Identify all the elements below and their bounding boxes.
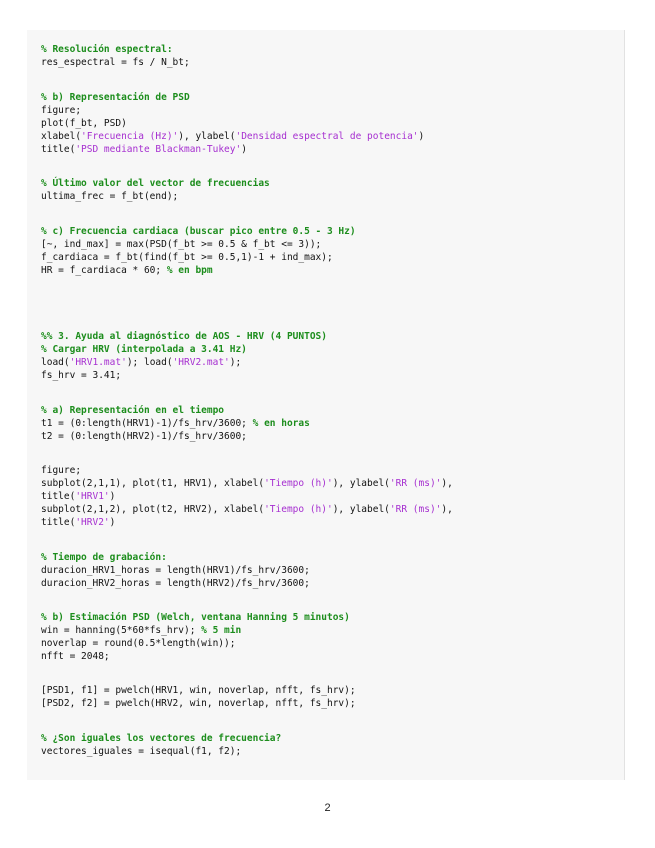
code-string: 'Tiempo (h)': [264, 504, 333, 515]
code-text: ), ylabel(: [178, 131, 236, 142]
code-line: [41, 57, 190, 68]
code-text: [PSD1, f1] = pwelch(HRV1, win, noverlap, nfft, fs_hrv);: [41, 685, 356, 696]
code-text: ): [109, 517, 116, 528]
code-text: xlabel(: [41, 131, 82, 142]
code-line: [41, 504, 453, 515]
code-text: title(: [41, 144, 76, 155]
code-string: 'Tiempo (h)': [264, 478, 333, 489]
code-line: [41, 685, 356, 696]
code-line: [41, 565, 310, 576]
page-number: 2: [324, 802, 331, 814]
code-line: [41, 625, 241, 636]
code-comment: % b) Estimación PSD (Welch, ventana Hanning 5 minutos): [41, 612, 350, 623]
code-line: [41, 465, 81, 476]
code-line: [41, 517, 115, 528]
code-line: [41, 178, 270, 189]
code-text: noverlap = round(0.5*length(win));: [41, 638, 236, 649]
code-text: ): [241, 144, 247, 155]
code-line: [41, 638, 235, 649]
code-line: [41, 105, 81, 116]
code-text: HR = f_cardiaca * 60;: [41, 265, 167, 276]
code-line: [41, 370, 121, 381]
code-line: [41, 252, 333, 263]
code-line: [41, 226, 356, 237]
code-text: ),: [441, 478, 453, 489]
code-line: [41, 144, 247, 155]
code-line: [41, 344, 247, 355]
code-line: [41, 746, 241, 757]
code-text: [PSD2, f2] = pwelch(HRV2, win, noverlap, nfft, fs_hrv);: [41, 698, 356, 709]
code-string: 'RR (ms)': [389, 504, 442, 515]
code-text: ): [418, 131, 425, 142]
code-line: [41, 612, 350, 623]
code-line: [41, 265, 213, 276]
code-text: ); load(: [126, 357, 173, 368]
code-text: t2 = (0:length(HRV2)-1)/fs_hrv/3600;: [41, 431, 247, 442]
code-text: f_cardiaca = f_bt(find(f_bt >= 0.5,1)-1 + ind_max);: [41, 252, 333, 263]
code-line: [41, 491, 115, 502]
code-text: figure;: [41, 465, 82, 476]
code-string: 'HRV1': [75, 491, 110, 502]
code-line: [41, 578, 310, 589]
code-text: figure;: [41, 105, 82, 116]
code-text: fs_hrv = 3.41;: [41, 370, 122, 381]
code-line: [41, 191, 178, 202]
code-text: nfft = 2048;: [41, 651, 110, 662]
code-text: );: [229, 357, 242, 368]
code-comment: % 5 min: [201, 625, 242, 636]
code-string: 'RR (ms)': [389, 478, 442, 489]
code-comment: % Último valor del vector de frecuencias: [41, 178, 270, 189]
code-text: subplot(2,1,1), plot(t1, HRV1), xlabel(: [41, 478, 265, 489]
code-text: t1 = (0:length(HRV1)-1)/fs_hrv/3600;: [41, 418, 253, 429]
code-text: plot(f_bt, PSD): [41, 118, 127, 129]
code-line: [41, 239, 321, 250]
code-text: [~, ind_max] = max(PSD(f_bt >= 0.5 & f_bt <= 3));: [41, 239, 322, 250]
code-text: ),: [441, 504, 453, 515]
code-text: res_espectral = fs / N_bt;: [41, 57, 190, 68]
code-line: [41, 651, 110, 662]
code-comment: % Resolución espectral:: [41, 44, 173, 55]
code-comment: % en horas: [252, 418, 310, 429]
code-line: [41, 698, 356, 709]
code-comment: % Cargar HRV (interpolada a 3.41 Hz): [41, 344, 247, 355]
code-line: [41, 478, 453, 489]
code-text: title(: [41, 517, 76, 528]
code-text: load(: [41, 357, 70, 368]
code-string: 'HRV2.mat': [172, 357, 230, 368]
code-text: ): [109, 491, 116, 502]
code-string: 'Frecuencia (Hz)': [81, 131, 179, 142]
code-line: [41, 118, 127, 129]
code-text: duracion_HRV1_horas = length(HRV1)/fs_hrv/3600;: [41, 565, 310, 576]
code-text: ultima_frec = f_bt(end);: [41, 191, 179, 202]
code-comment: % ¿Son iguales los vectores de frecuencia?: [41, 733, 282, 744]
code-line: [41, 44, 173, 55]
code-text: ), ylabel(: [332, 504, 390, 515]
code-comment: %% 3. Ayuda al diagnóstico de AOS - HRV (4 PUNTOS): [41, 331, 327, 342]
code-comment: % c) Frecuencia cardiaca (buscar pico entre 0.5 - 3 Hz): [41, 226, 356, 237]
code-line: [41, 733, 281, 744]
code-line: [41, 357, 241, 368]
code-comment: % b) Representación de PSD: [41, 92, 190, 103]
code-string: 'Densidad espectral de potencia': [235, 131, 419, 142]
code-comment: % en bpm: [166, 265, 213, 276]
code-line: [41, 418, 310, 429]
code-line: [41, 552, 167, 563]
code-text: subplot(2,1,2), plot(t2, HRV2), xlabel(: [41, 504, 265, 515]
code-line: [41, 131, 424, 142]
code-string: 'HRV2': [75, 517, 110, 528]
code-text: ), ylabel(: [332, 478, 390, 489]
code-line: [41, 331, 327, 342]
code-line: [41, 431, 247, 442]
code-string: 'PSD mediante Blackman-Tukey': [75, 144, 242, 155]
code-text: vectores_iguales = isequal(f1, f2);: [41, 746, 242, 757]
code-line: [41, 405, 224, 416]
code-text: duracion_HRV2_horas = length(HRV2)/fs_hrv/3600;: [41, 578, 310, 589]
code-comment: % Tiempo de grabación:: [41, 552, 167, 563]
code-comment: % a) Representación en el tiempo: [41, 405, 225, 416]
code-text: win = hanning(5*60*fs_hrv);: [41, 625, 202, 636]
code-string: 'HRV1.mat': [69, 357, 127, 368]
code-text: title(: [41, 491, 76, 502]
code-line: [41, 92, 190, 103]
